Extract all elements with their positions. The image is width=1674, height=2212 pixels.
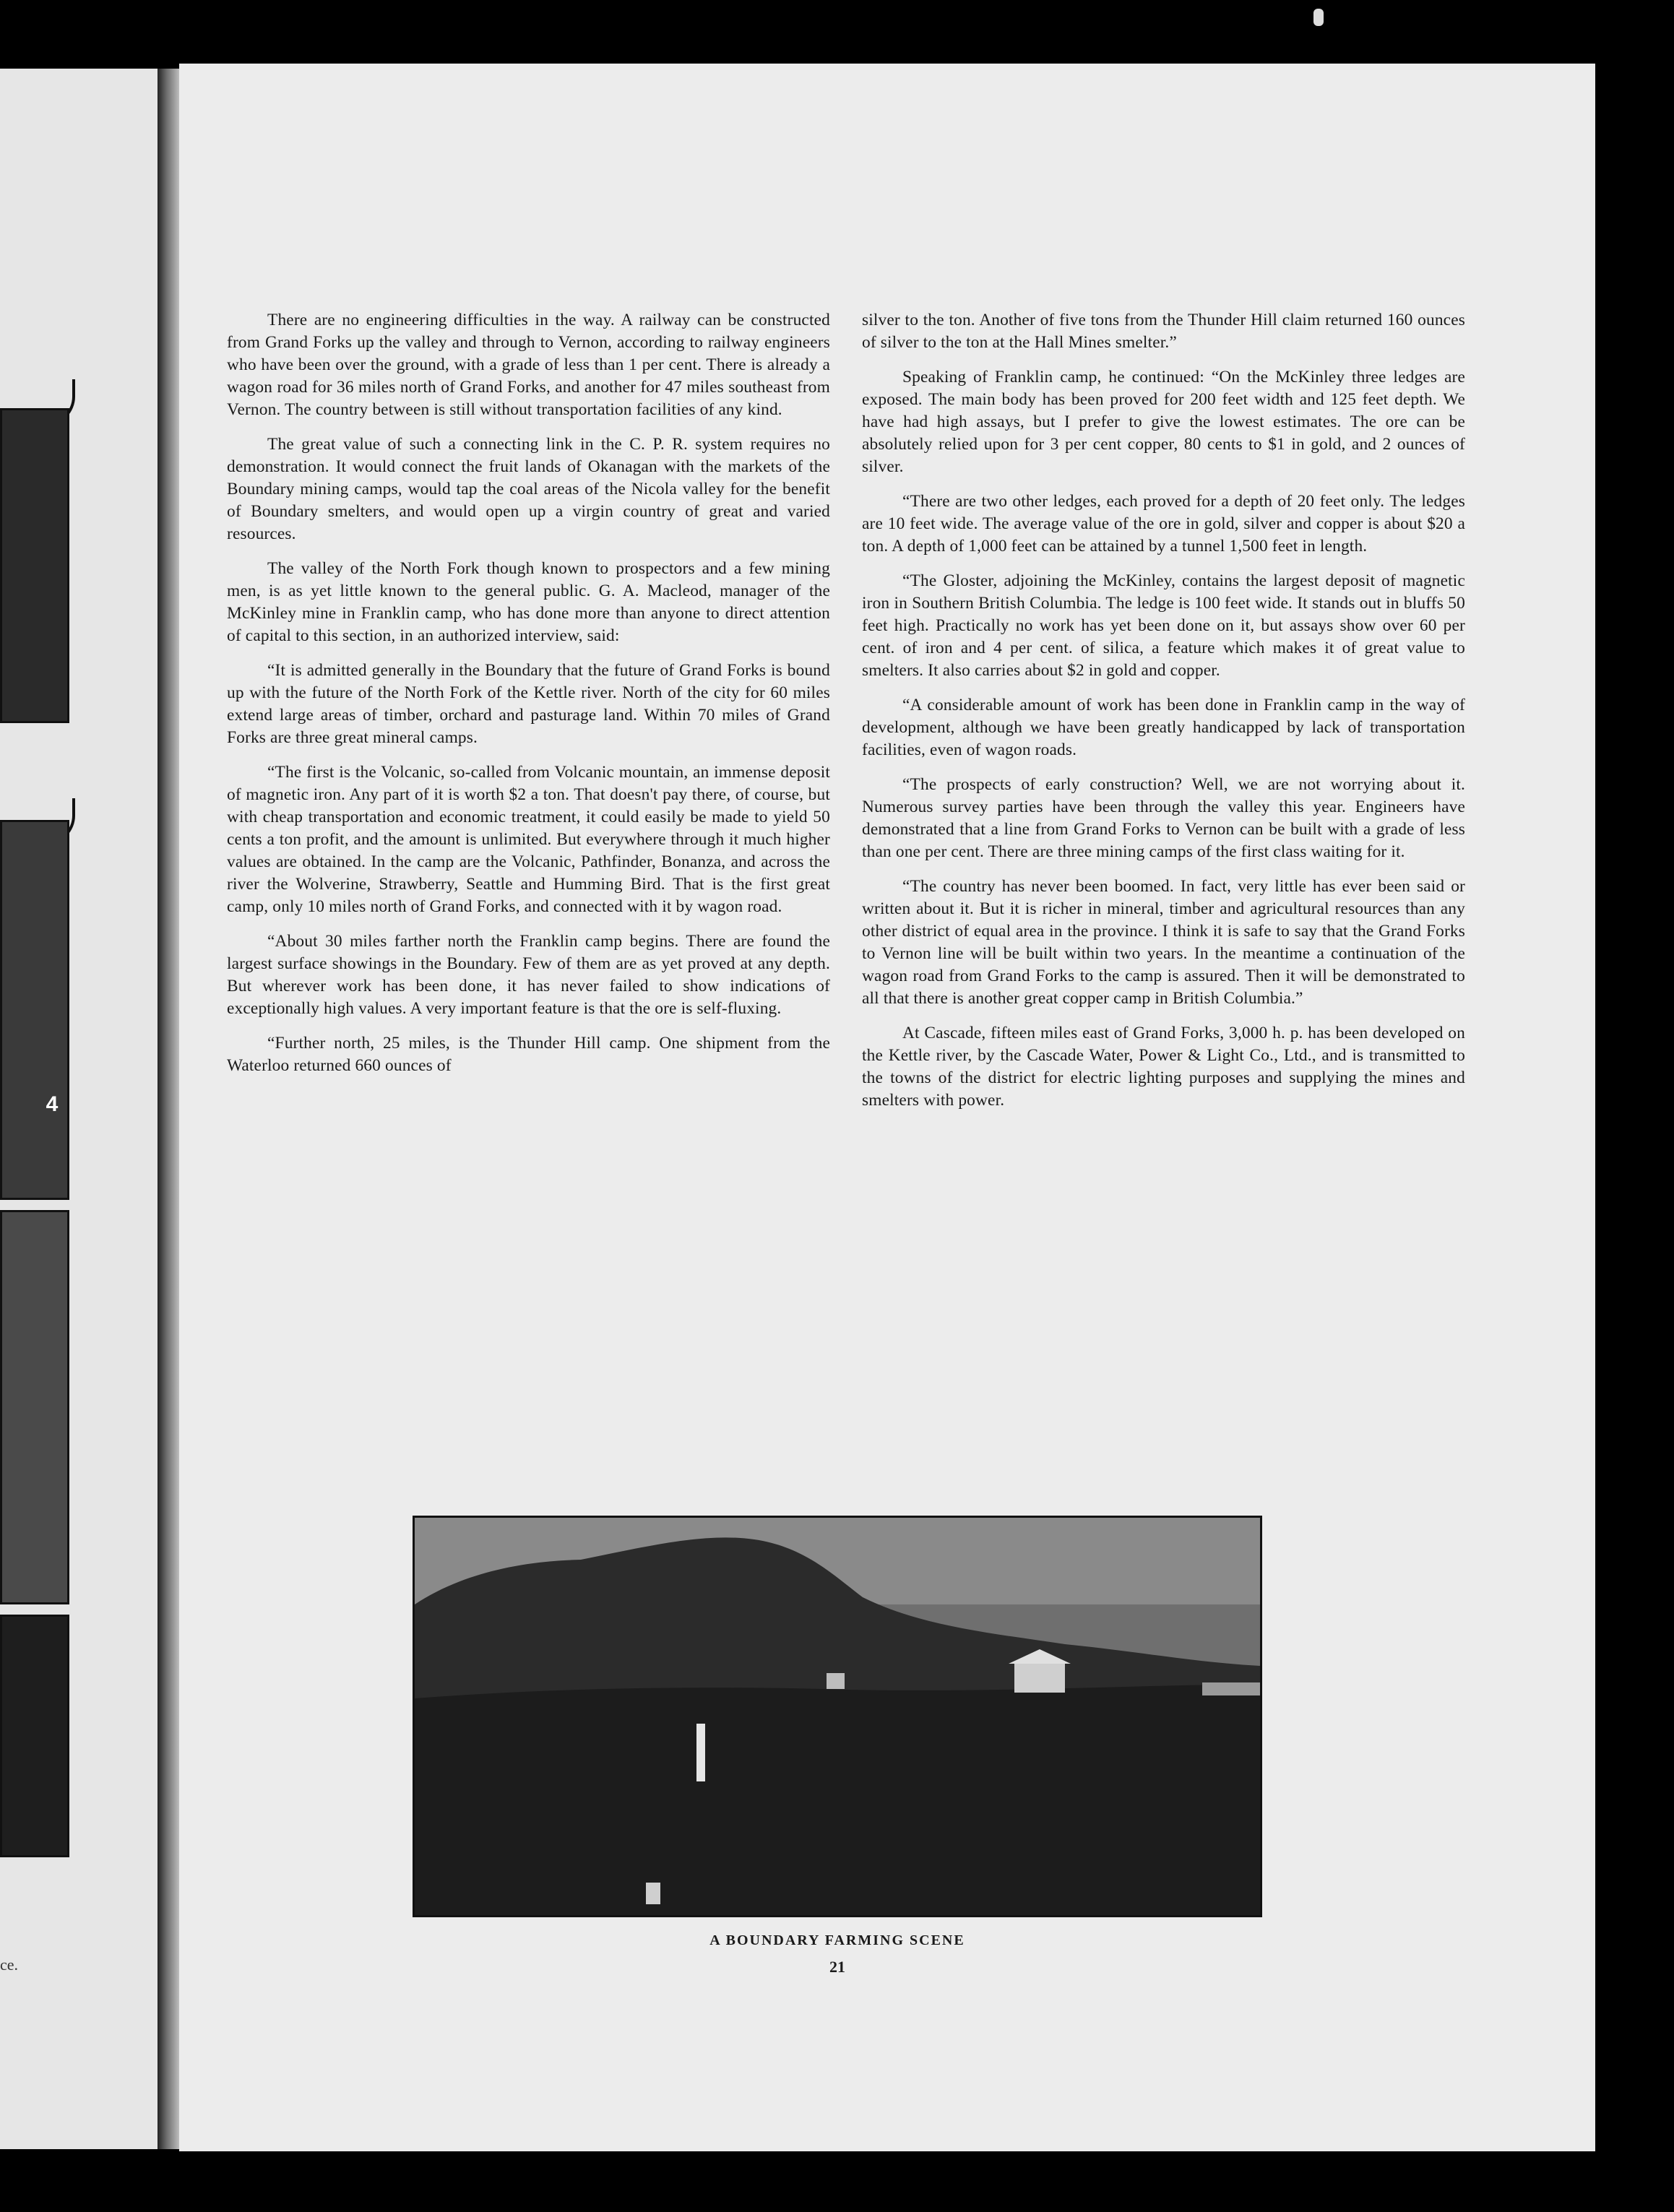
facing-page-photo <box>0 820 69 1200</box>
paragraph: There are no engineering difficulties in the way. A railway can be constructed from Grand Forks up the valley and through to Vernon, according to railway engineers who have been over the ground, with a grade of less than 1 per cent. There is already a wagon road for 36 miles north of Grand Forks, and another for 47 miles southeast from Vernon. The country between is still without transportation facilities of any kind. <box>227 311 830 419</box>
paragraph: The great value of such a connecting link in the C. P. R. system requires no demonstration. It would connect the fruit lands of Okanagan with the markets of the Boundary mining camps, would tap the coal areas of the Nicola valley for the benefit of Boundary smelters, and would open up a virgin country of great and varied resources. <box>227 435 830 543</box>
scan-mark <box>1313 9 1324 26</box>
text-column-left <box>227 309 830 1089</box>
paragraph: “Further north, 25 miles, is the Thunder Hill camp. One shipment from the Waterloo returned 660 ounces of <box>227 1034 830 1075</box>
facing-page-edge <box>0 69 158 2149</box>
page-number: 21 <box>829 1958 845 1976</box>
paragraph: “The prospects of early construction? Well, we are not worrying about it. Numerous survey parties have been through the valley this year. Engineers have demonstrated that a line from Grand Forks to Vernon can be built with a grade of less than one per cent. There are three mining camps of the first class waiting for it. <box>862 775 1465 861</box>
facing-page-photo <box>0 1210 69 1604</box>
paragraph: “A considerable amount of work has been done in Franklin camp in the way of development, although we have been greatly handicapped by lack of transportation facilities, even of wagon roads. <box>862 696 1465 759</box>
paragraph: “The country has never been boomed. In fact, very little has ever been said or written about it. But it is richer in mineral, timber and agricultural resources than any other district of equal area in the province. I think it is safe to say that the Grand Forks to Vernon line will be built within two years. In the meantime a continuation of the wagon road from Grand Forks to the camp is assured. Then it will be demonstrated to all that there is another great copper camp in British Columbia.” <box>862 877 1465 1008</box>
farming-scene-photo <box>413 1516 1262 1917</box>
paragraph: “It is admitted generally in the Boundary that the future of Grand Forks is bound up with the future of the North Fork of the Kettle river. North of the city for 60 miles extend large areas of timber, orchard and pasturage land. Within 70 miles of Grand Forks are three great mineral camps. <box>227 661 830 747</box>
facing-page-photo <box>0 1615 69 1857</box>
text-column-right <box>862 309 1465 1124</box>
facing-page-photo <box>0 408 69 723</box>
paragraph: “There are two other ledges, each proved for a depth of 20 feet only. The ledges are 10 feet wide. The average value of the ore in gold, silver and copper is about $20 a ton. A depth of 1,000 feet can be attained by a tunnel 1,500 feet in length. <box>862 492 1465 556</box>
photo-number-badge: 4 <box>46 1092 59 1116</box>
paragraph: “The first is the Volcanic, so-called from Volcanic mountain, an immense deposit of magnetic iron. Any part of it is worth $2 a ton. That doesn't pay there, of course, but with cheap transportation and economic treatment, it could easily be made to yield 50 cents a ton profit, and the amount is unlimited. But everywhere through it much higher values are obtained. In the camp are the Volcanic, Pathfinder, Bonanza, and across the river the Wolverine, Strawberry, Seattle and Humming Bird. That is the first great camp, only 10 miles north of Grand Forks, and connected with it by wagon road. <box>227 763 830 916</box>
paragraph: At Cascade, fifteen miles east of Grand Forks, 3,000 h. p. has been developed on the Kettle river, by the Cascade Water, Power & Light Co., Ltd., and is transmitted to the towns of the district for electric lighting purposes and supplying the mines and smelters with power. <box>862 1024 1465 1110</box>
paragraph: The valley of the North Fork though known to prospectors and a few mining men, is as yet little known to the general public. G. A. Macleod, manager of the McKinley mine in Franklin camp, who has done more than anyone to direct attention of capital to this section, in an authorized interview, said: <box>227 559 830 645</box>
paragraph: Speaking of Franklin camp, he continued: “On the McKinley three ledges are exposed. The main body has been proved for 200 feet width and 125 feet depth. We have had high assays, but I prefer to give the lowest estimates. The ore can be absolutely relied upon for 3 per cent copper, 80 cents to $1 in gold, and 2 ounces of silver. <box>862 368 1465 476</box>
paragraph-continued: silver to the ton. Another of five tons from the Thunder Hill claim returned 160 ounces of silver to the ton at the Hall Mines smelter.” <box>862 311 1465 352</box>
document-page <box>179 64 1595 2151</box>
facing-page-text-fragment: ce. <box>0 1956 19 1974</box>
paragraph: “The Gloster, adjoining the McKinley, contains the largest deposit of magnetic iron in Southern British Columbia. The ledge is 100 feet wide. It stands out in bluffs 50 feet high. Practically no work has yet been done on it, but assays show over 60 per cent. of iron and 4 per cent. of silica, a feature which makes it of great value to smelters. It also carries about $2 in gold and copper. <box>862 571 1465 680</box>
paragraph: “About 30 miles farther north the Franklin camp begins. There are found the largest surface showings in the Boundary. Few of them are as yet proved at any depth. But wherever work has been done, it has never failed to show indications of exceptionally high values. A very important feature is that the ore is self-fluxing. <box>227 932 830 1018</box>
book-spine <box>158 69 179 2149</box>
photo-caption: A BOUNDARY FARMING SCENE <box>709 1932 965 1948</box>
